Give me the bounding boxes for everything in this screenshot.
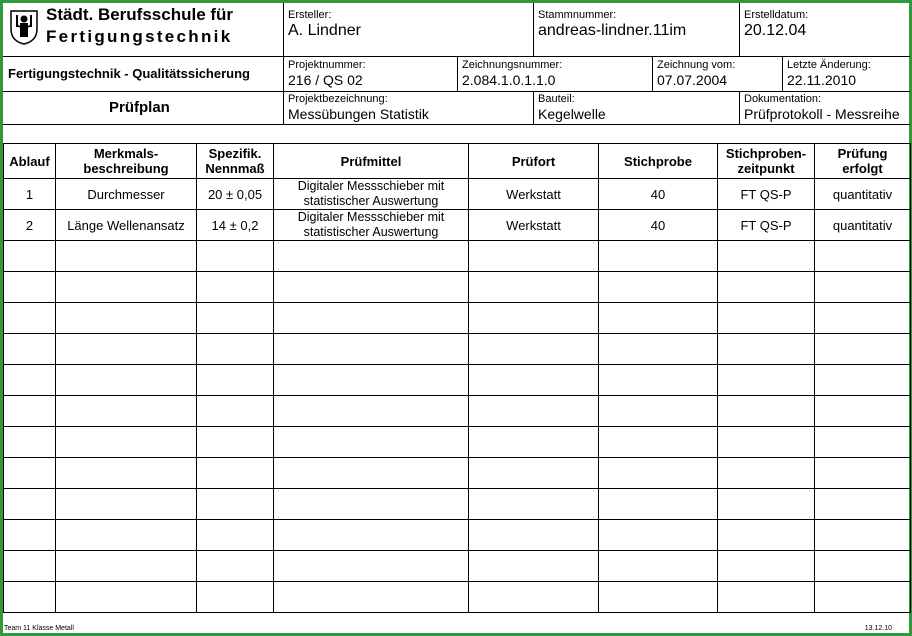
table-cell: [4, 241, 56, 272]
table-cell: 14 ± 0,2: [197, 210, 274, 241]
table-cell: [4, 272, 56, 303]
table-cell: [274, 272, 469, 303]
header-divider: [533, 3, 534, 56]
table-cell: [815, 365, 911, 396]
table-cell: [4, 489, 56, 520]
table-cell: [815, 551, 911, 582]
projektnummer-label: Projektnummer:: [288, 59, 366, 71]
table-cell: [4, 520, 56, 551]
table-cell: 1: [4, 179, 56, 210]
header-divider: [652, 56, 653, 91]
table-cell: [599, 582, 718, 613]
stammnummer-value: andreas-lindner.11im: [538, 22, 687, 39]
bauteil-value: Kegelwelle: [538, 106, 606, 122]
munich-coat-of-arms-icon: [9, 9, 39, 45]
column-header: Stichprobe: [599, 144, 718, 179]
table-cell: [56, 365, 197, 396]
column-header: Prüfung erfolgt: [815, 144, 911, 179]
table-cell: [469, 303, 599, 334]
table-cell: [274, 489, 469, 520]
ersteller-label: Ersteller:: [288, 9, 332, 21]
table-cell: [815, 272, 911, 303]
projektnummer-value: 216 / QS 02: [288, 72, 363, 88]
table-cell: [197, 334, 274, 365]
header-divider: [782, 56, 783, 91]
table-cell: [197, 241, 274, 272]
column-header: Merkmals- beschreibung: [56, 144, 197, 179]
header-divider: [739, 3, 740, 56]
department-title: Fertigungstechnik - Qualitätssicherung: [8, 66, 250, 81]
table-cell: [469, 396, 599, 427]
table-cell: [56, 396, 197, 427]
empty-table-row: [4, 241, 911, 272]
table-cell: Länge Wellenansatz: [56, 210, 197, 241]
empty-table-row: [4, 582, 911, 613]
table-cell: [469, 365, 599, 396]
footer-date: 13.12.10: [864, 625, 892, 632]
table-cell: [197, 427, 274, 458]
column-header: Prüfmittel: [274, 144, 469, 179]
table-cell: [4, 427, 56, 458]
table-cell: 40: [599, 179, 718, 210]
table-cell: Digitaler Messschieber mit statistischer Auswertung: [274, 210, 469, 241]
table-cell: [274, 396, 469, 427]
table-cell: [56, 520, 197, 551]
empty-table-row: [4, 458, 911, 489]
header-divider: [283, 3, 284, 124]
document-title: Prüfplan: [109, 99, 170, 116]
dokumentation-label: Dokumentation:: [744, 93, 822, 105]
table-cell: [599, 427, 718, 458]
table-cell: [197, 489, 274, 520]
table-cell: [4, 551, 56, 582]
school-name-line1: Städt. Berufsschule für: [46, 5, 234, 24]
table-cell: Werkstatt: [469, 210, 599, 241]
table-cell: [56, 427, 197, 458]
table-cell: [815, 241, 911, 272]
school-name-line2: Fertigungstechnik: [46, 27, 233, 46]
empty-table-row: [4, 303, 911, 334]
table-row: [4, 179, 911, 210]
column-header: Stichproben- zeitpunkt: [718, 144, 815, 179]
table-cell: [469, 427, 599, 458]
letzte-aenderung-label: Letzte Änderung:: [787, 59, 871, 71]
table-cell: [197, 582, 274, 613]
table-cell: [469, 489, 599, 520]
empty-table-row: [4, 272, 911, 303]
table-cell: [4, 334, 56, 365]
table-cell: Digitaler Messschieber mit statistischer Auswertung: [274, 179, 469, 210]
projektbezeichnung-label: Projektbezeichnung:: [288, 93, 388, 105]
table-cell: 2: [4, 210, 56, 241]
table-cell: [815, 334, 911, 365]
table-cell: [599, 272, 718, 303]
table-cell: [469, 458, 599, 489]
table-cell: [469, 334, 599, 365]
table-cell: 20 ± 0,05: [197, 179, 274, 210]
table-cell: [56, 334, 197, 365]
table-cell: [274, 427, 469, 458]
table-cell: FT QS-P: [718, 210, 815, 241]
table-cell: [274, 334, 469, 365]
table-cell: [718, 334, 815, 365]
empty-table-row: [4, 396, 911, 427]
table-cell: [718, 458, 815, 489]
table-cell: [815, 520, 911, 551]
table-cell: [599, 520, 718, 551]
bauteil-label: Bauteil:: [538, 93, 575, 105]
table-cell: [197, 551, 274, 582]
table-cell: [599, 334, 718, 365]
table-cell: Durchmesser: [56, 179, 197, 210]
table-cell: [56, 303, 197, 334]
table-cell: [4, 303, 56, 334]
table-cell: 40: [599, 210, 718, 241]
table-cell: [56, 241, 197, 272]
table-cell: [815, 489, 911, 520]
table-cell: [718, 303, 815, 334]
table-cell: [274, 365, 469, 396]
table-cell: [274, 582, 469, 613]
table-cell: [718, 241, 815, 272]
table-cell: [197, 365, 274, 396]
table-cell: Werkstatt: [469, 179, 599, 210]
footer-team: Team 11 Klasse Metall: [4, 625, 74, 632]
table-header-row: [4, 144, 911, 179]
empty-table-row: [4, 551, 911, 582]
table-cell: [197, 458, 274, 489]
table-cell: [718, 272, 815, 303]
table-cell: quantitativ: [815, 210, 911, 241]
table-cell: [4, 458, 56, 489]
letzte-aenderung-value: 22.11.2010: [787, 72, 857, 88]
table-cell: [599, 396, 718, 427]
table-cell: [469, 241, 599, 272]
zeichnungsnummer-value: 2.084.1.0.1.1.0: [462, 72, 556, 88]
dokumentation-value: Prüfprotokoll - Messreihe: [744, 106, 900, 122]
table-cell: [56, 489, 197, 520]
table-cell: [197, 520, 274, 551]
table-cell: [274, 241, 469, 272]
table-cell: FT QS-P: [718, 179, 815, 210]
table-cell: [599, 551, 718, 582]
stammnummer-label: Stammnummer:: [538, 9, 617, 21]
empty-table-row: [4, 334, 911, 365]
table-cell: [599, 458, 718, 489]
column-header: Spezifik. Nennmaß: [197, 144, 274, 179]
table-cell: [718, 551, 815, 582]
table-cell: [599, 303, 718, 334]
table-cell: [4, 396, 56, 427]
table-cell: [815, 458, 911, 489]
table-cell: [718, 489, 815, 520]
table-cell: [599, 489, 718, 520]
header-divider: [457, 56, 458, 91]
inspection-plan-table: [3, 143, 911, 613]
empty-table-row: [4, 427, 911, 458]
table-cell: [815, 396, 911, 427]
header-divider: [739, 91, 740, 124]
table-cell: [56, 458, 197, 489]
header-divider: [3, 91, 910, 92]
table-cell: [599, 241, 718, 272]
zeichnung-vom-label: Zeichnung vom:: [657, 59, 736, 71]
table-cell: [718, 396, 815, 427]
ersteller-value: A. Lindner: [288, 22, 361, 39]
table-cell: [56, 582, 197, 613]
table-cell: [469, 272, 599, 303]
empty-table-row: [4, 365, 911, 396]
zeichnung-vom-value: 07.07.2004: [657, 72, 728, 88]
erstelldatum-label: Erstelldatum:: [744, 9, 809, 21]
column-header: Ablauf: [4, 144, 56, 179]
table-cell: [56, 551, 197, 582]
erstelldatum-value: 20.12.04: [744, 22, 807, 39]
table-cell: [197, 303, 274, 334]
table-cell: quantitativ: [815, 179, 911, 210]
table-cell: [4, 582, 56, 613]
column-header: Prüfort: [469, 144, 599, 179]
table-cell: [469, 551, 599, 582]
header-divider: [533, 91, 534, 124]
table-row: [4, 210, 911, 241]
table-cell: [718, 582, 815, 613]
table-cell: [599, 365, 718, 396]
table-cell: [718, 520, 815, 551]
header-divider: [3, 124, 910, 125]
projektbezeichnung-value: Messübungen Statistik: [288, 106, 429, 122]
empty-table-row: [4, 489, 911, 520]
table-cell: [274, 458, 469, 489]
table-cell: [274, 520, 469, 551]
table-cell: [197, 272, 274, 303]
table-cell: [718, 365, 815, 396]
table-cell: [274, 551, 469, 582]
zeichnungsnummer-label: Zeichnungsnummer:: [462, 59, 563, 71]
table-cell: [815, 582, 911, 613]
table-cell: [718, 427, 815, 458]
table-cell: [56, 272, 197, 303]
table-cell: [815, 427, 911, 458]
table-cell: [469, 520, 599, 551]
table-cell: [197, 396, 274, 427]
table-cell: [469, 582, 599, 613]
table-cell: [815, 303, 911, 334]
empty-table-row: [4, 520, 911, 551]
table-cell: [4, 365, 56, 396]
table-cell: [274, 303, 469, 334]
